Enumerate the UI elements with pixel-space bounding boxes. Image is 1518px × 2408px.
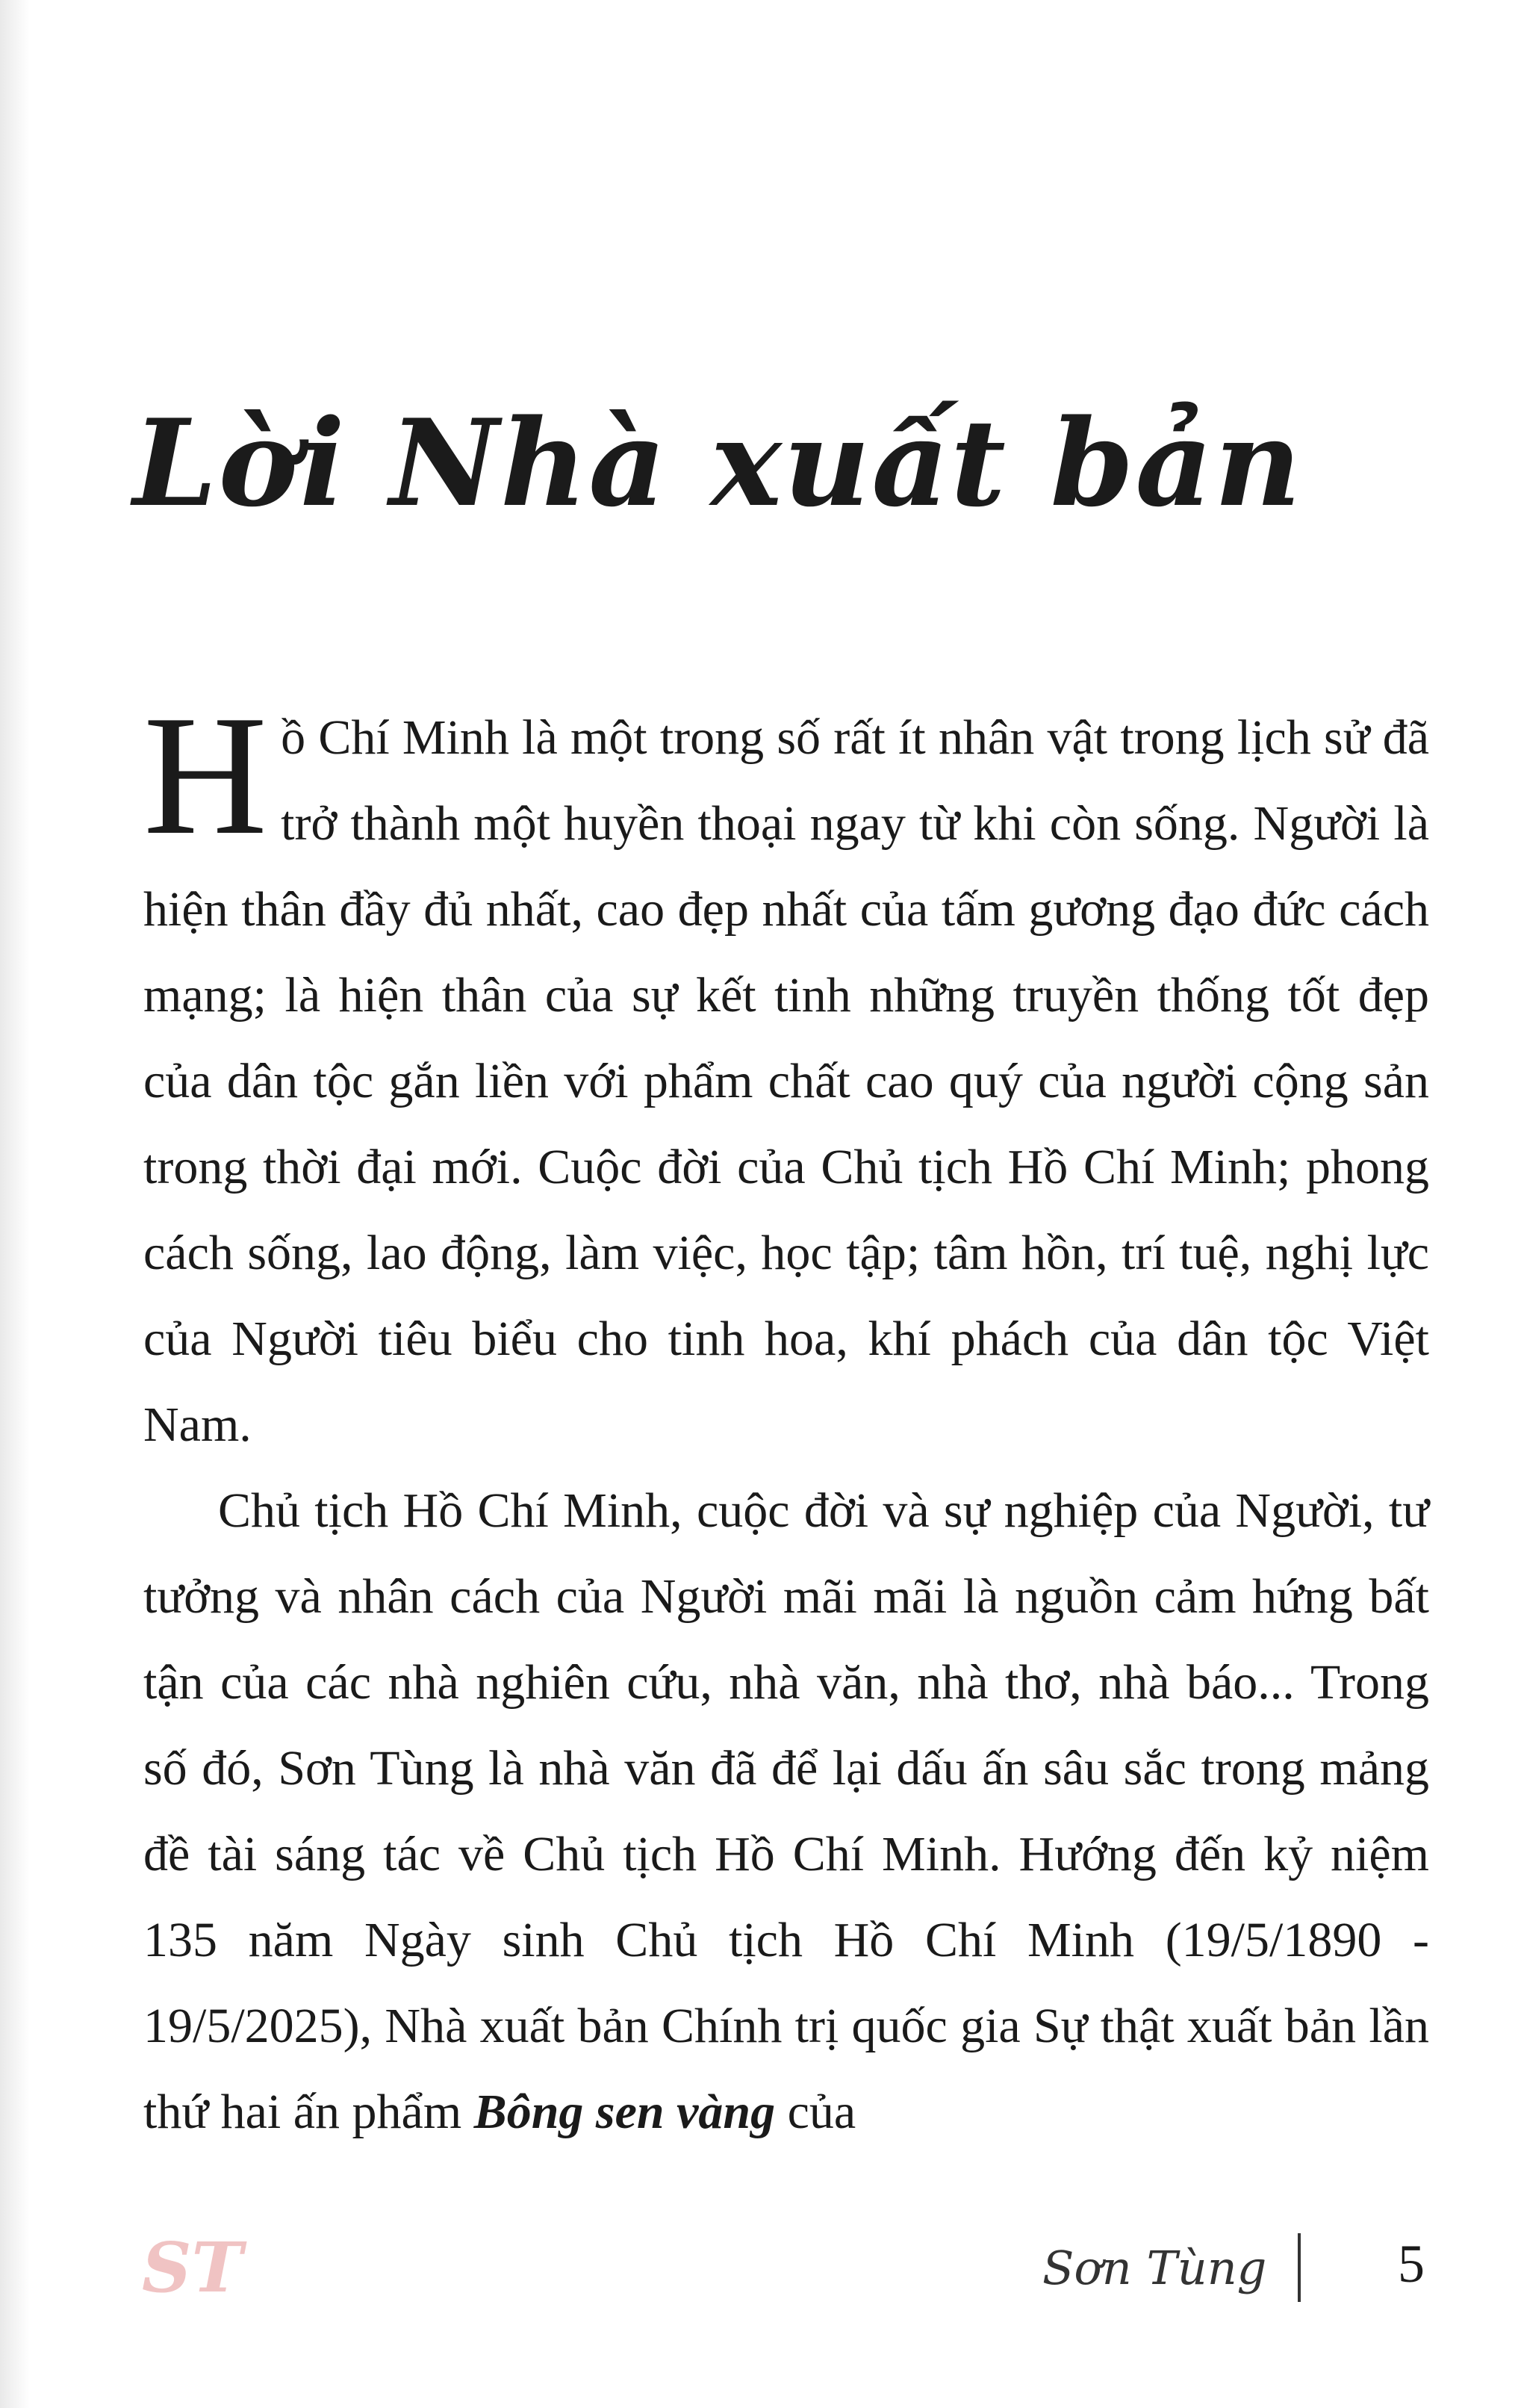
page-number: 5: [1398, 2234, 1425, 2294]
publisher-logo: ST: [142, 2227, 243, 2308]
body-text: [143, 680, 1429, 2155]
drop-cap: H: [143, 680, 268, 870]
paragraph-2-end: của: [787, 2085, 856, 2139]
page-title: Lời Nhà xuất bản: [133, 393, 1303, 533]
book-title: Bông sen vàng: [473, 2085, 776, 2139]
paragraph-2: [143, 1468, 1429, 2155]
footer-author: Sơn Tùng: [1042, 2241, 1267, 2295]
footer-divider: [1298, 2233, 1301, 2302]
page-edge-shadow: [0, 0, 30, 2408]
paragraph-1: [143, 680, 1429, 1468]
paragraph-1-text: ồ Chí Minh là một trong số rất ít nhân vật trong lịch sử đã trở thành một huyền thoại ngay từ khi còn sống. Người là hiện thân đầy đủ nhất, cao đẹp nhất của tấm gương đạo đức cách mạng; là hiện thân của sự kết tinh những truyền thống tốt đẹp của dân tộc gắn liền với phẩm chất cao quý của người cộng sản trong thời đại mới. Cuộc đời của Chủ tịch Hồ Chí Minh; phong cách sống, lao động, làm việc, học tập; tâm hồn, trí tuệ, nghị lực của Người tiêu biểu cho tinh hoa, khí phách của dân tộc Việt Nam.: [143, 710, 1429, 1452]
paragraph-2-text: Chủ tịch Hồ Chí Minh, cuộc đời và sự nghiệp của Người, tư tưởng và nhân cách của Người mãi mãi là nguồn cảm hứng bất tận của các nhà nghiên cứu, nhà văn, nhà thơ, nhà báo... Trong số đó, Sơn Tùng là nhà văn đã để lại dấu ấn sâu sắc trong mảng đề tài sáng tác về Chủ tịch Hồ Chí Minh. Hướng đến kỷ niệm 135 năm Ngày sinh Chủ tịch Hồ Chí Minh (19/5/1890 - 19/5/2025), Nhà xuất bản Chính trị quốc gia Sự thật xuất bản lần thứ hai ấn phẩm: [143, 1483, 1429, 2139]
